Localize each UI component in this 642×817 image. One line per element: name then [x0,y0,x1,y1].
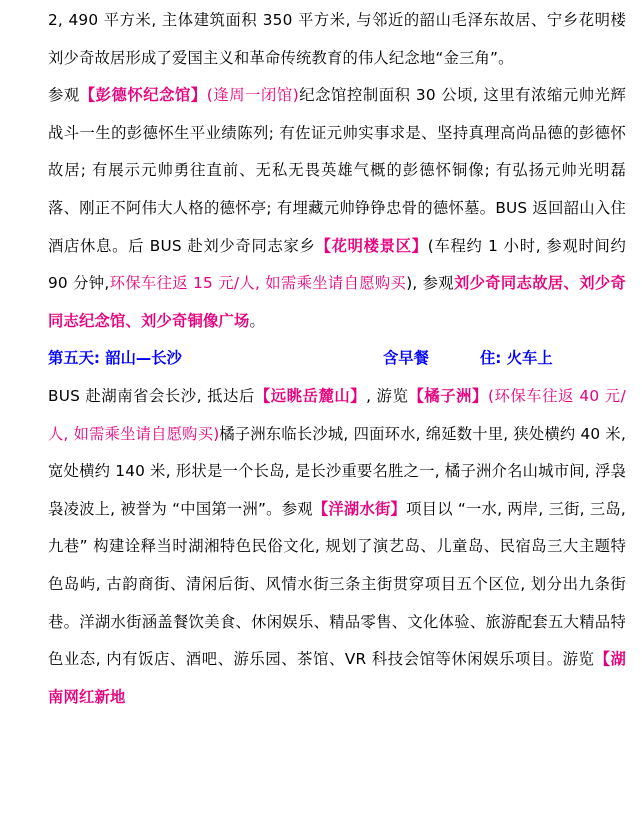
day-five-header [48,340,626,378]
highlight-shuttle-fee: (环保车往返 40 元/人, 如需乘坐请自愿购买) [48,386,626,443]
paragraph-peng-dehuai [48,77,626,340]
paragraph-text: 项目以 “一水, 两岸, 三街, 三岛, 九巷” 构建诠释当时湖湘特色民俗文化, 规划了演艺岛、儿童岛、民宿岛三大主题特色岛屿, 古韵商街、清闲后街、风情水街三条主街贯穿项目五个区位, 划分出九条街巷。洋湖水街涵盖餐饮美食、休闲娱乐、精品零售、文化体验、旅游配套五大精品特色业态, 内有饭店、酒吧、游乐园、茶馆、VR 科技会馆等休闲娱乐项目。游览 [48,499,626,669]
day-five-meal: 含早餐 [383,349,429,368]
highlight-shuttle-fee: 环保车往返 15 元/人, 如需乘坐请自愿购买 [109,274,407,293]
highlight-hunan-new-spot: 【湖南网红新地 [48,650,626,706]
paragraph-text: 。 [249,311,265,330]
paragraph-text: 2, 490 平方米, 主体建筑面积 350 平方米, 与邻近的韶山毛泽东故居、宁乡花明楼刘少奇故居形成了爱国主义和革命传统教育的伟人纪念地“金三角”。 [48,11,626,67]
highlight-closed-monday: (逢周一闭馆) [206,86,299,105]
paragraph-changsha [48,378,626,716]
paragraph-memorial-intro [48,2,626,77]
paragraph-text: BUS 赴湖南省会长沙, 抵达后 [48,386,255,405]
paragraph-text: (车程约 1 小时, 参观时间约 90 分钟, [48,236,626,293]
paragraph-text: ), 参观 [406,274,454,293]
paragraph-text: 纪念馆控制面积 30 公顷, 这里有浓缩元帅光辉战斗一生的彭德怀生平业绩陈列; 有佐证元帅实事求是、坚持真理高尚品德的彭德怀故居; 有展示元帅勇往直前、无私无畏英雄气概的彭德怀铜像; 有弘扬元帅光明磊落、刚正不阿伟大人格的德怀亭; 有埋藏元帅铮铮忠骨的德怀墓。BUS 返回韶山入住酒店休息。后 BUS 赴刘少奇同志家乡 [48,86,626,255]
paragraph-text: 橘子洲东临长沙城, 四面环水, 绵延数十里, 狭处横约 40 米, 宽处横约 140 米, 形状是一个长岛, 是长沙重要名胜之一, 橘子洲介名山城市间, 浮袅袅凌波上, 被誉为 “中国第一洲”。参观 [48,424,627,518]
highlight-yuelu-mountain: 【远眺岳麓山】 [254,386,367,405]
day-five-stay: 住: 火车上 [480,349,553,368]
highlight-orange-isle: 【橘子洲】 [408,386,488,405]
highlight-liu-shaoqi-sites: 刘少奇同志故居、刘少奇同志纪念馆、刘少奇铜像广场 [48,274,627,330]
highlight-peng-dehuai-memorial: 【彭德怀纪念馆】 [79,86,207,105]
paragraph-text: , 游览 [366,386,409,405]
highlight-huaminglou: 【花明楼景区】 [315,236,428,255]
highlight-yanghu-water-street: 【洋湖水街】 [312,499,407,518]
day-five-title: 第五天: 韶山—长沙 [48,349,182,368]
paragraph-text: 参观 [48,86,80,105]
